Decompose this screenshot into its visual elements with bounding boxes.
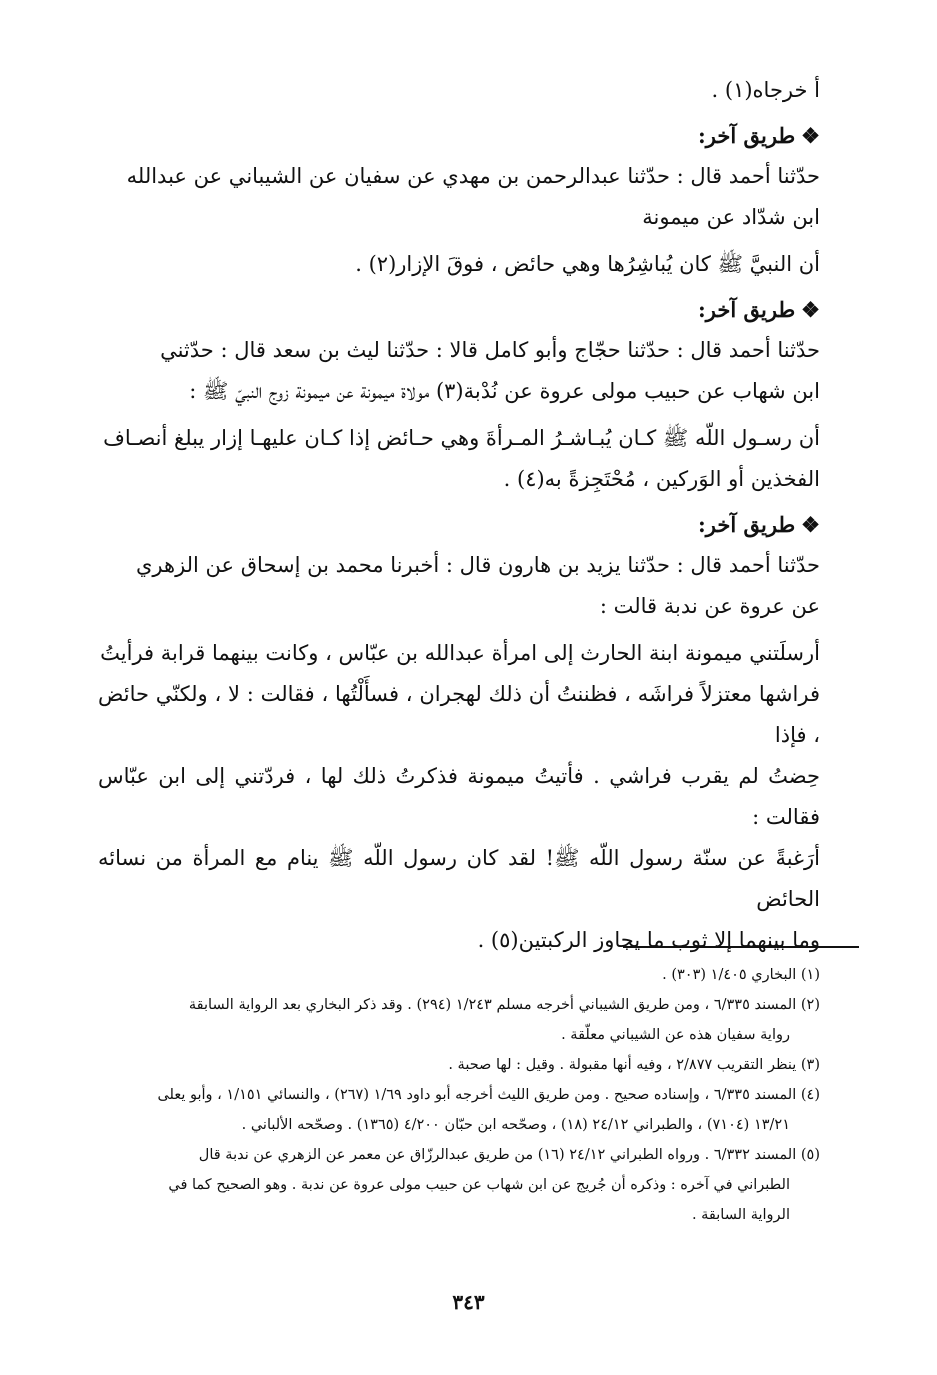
- text-line: حدّثنا أحمد قال : حدّثنا يزيد بن هارون قال : أخبرنا محمد بن إسحاق عن الزهري: [135, 553, 820, 577]
- page-number: ٣٤٣: [452, 1290, 485, 1314]
- footnote: (٥) المسند ٦/٣٣٢ . ورواه الطبراني ٢٤/١٢ (١٦) من طريق عبدالرزّاق عن معمر عن الزهري عن ندبة قال: [198, 1147, 820, 1163]
- footnote-text: ١٣/٢١ (٧١٠٤) ، والطبراني ٢٤/١٢ (١٨) ، وصحّحه ابن حبّان ٤/٢٠٠ (١٣٦٥) . وصحّحه الألباني .: [241, 1117, 790, 1133]
- diamond-bullet-icon: ❖: [801, 297, 820, 322]
- footnote: (٢) المسند ٦/٣٣٥ ، ومن طريق الشيباني أخرجه مسلم ١/٢٤٣ (٢٩٤) . وقد ذكر البخاري بعد الرواية السابقة: [188, 997, 820, 1013]
- text-line: حدّثنا أحمد قال : حدّثنا عبدالرحمن بن مهدي عن سفيان عن الشيباني عن عبدالله: [126, 164, 820, 188]
- section-heading: [98, 504, 820, 545]
- text-line: ابن شدّاد عن ميمونة: [642, 205, 820, 229]
- footnote-continuation: [98, 1110, 820, 1140]
- text-line: أرَغبةً عن سنّة رسول اللّه ﷺ! لقد كان رسول اللّه ﷺ ينام مع المرأة من نسائه الحائض: [98, 846, 820, 911]
- footnotes: [98, 960, 820, 1230]
- heading-text: طريق آخر:: [698, 512, 796, 537]
- text-line: حِضتُ لم يقرب فراشي . فأتيتُ ميمونة فذكرتُ ذلك لها ، فردّتني إلى ابن عبّاس فقالت :: [98, 764, 820, 829]
- text-line: أرسلَتني ميمونة ابنة الحارث إلى امرأة عبدالله بن عبّاس ، وكانت بينهما قرابة فرأيتُ: [100, 641, 820, 665]
- footnote-continuation: [98, 1020, 820, 1050]
- text-line: عن عروة عن ندبة قالت :: [599, 594, 820, 618]
- heading-text: طريق آخر:: [698, 297, 796, 322]
- section-heading: [98, 289, 820, 330]
- footnote: (٣) ينظر التقريب ٢/٨٧٧ ، وفيه أنها مقبولة . وقيل : لها صحبة .: [448, 1057, 820, 1073]
- text-line: فراشها معتزلاً فراشَه ، فظننتُ أن ذلك لهجران ، فسأَلْتُها ، فقالت : لا ، ولكنّي حائض ، فإذا: [98, 682, 820, 747]
- text-line: وما بينهما إلا ثوب ما يجاوز الركبتين(٥) .: [477, 928, 820, 952]
- text-line: حدّثنا أحمد قال : حدّثنا حجّاج وأبو كامل قالا : حدّثنا ليث بن سعد قال : حدّثني: [160, 338, 820, 362]
- text-line: أ خرجاه(١) .: [711, 78, 820, 102]
- footnote-continuation: [98, 1170, 820, 1200]
- heading-text: طريق آخر:: [698, 123, 796, 148]
- main-text: [98, 70, 820, 961]
- diamond-bullet-icon: ❖: [801, 123, 820, 148]
- footnote-continuation: [98, 1200, 820, 1230]
- text-line: الفخذين أو الوَركين ، مُحْتَجِزةً به(٤) .: [503, 467, 820, 491]
- footnote: (٤) المسند ٦/٣٣٥ ، وإسناده صحيح . ومن طريق الليث أخرجه أبو داود ١/٦٩ (٢٦٧) ، والنسائي ١/١٥١ ، وأبو يعلى: [157, 1087, 820, 1103]
- footnote-text: رواية سفيان هذه عن الشيباني معلّقة .: [561, 1027, 790, 1043]
- footnote-text: الطبراني في آخره : وذكره أن جُريج عن ابن شهاب عن حبيب مولى عروة عن ندبة . وهو الصحيح كما في: [168, 1177, 790, 1193]
- footnote-divider: [623, 946, 859, 948]
- text-line: أن رسـول اللّه ﷺ كـان يُبـاشـرُ المـرأةَ وهي حـائض إذا كـان عليهـا إزار يبلغ أنصـاف: [103, 426, 820, 450]
- footnote: (١) البخاري ١/٤٠٥ (٣٠٣) .: [662, 967, 820, 983]
- footnote-text: الرواية السابقة .: [691, 1207, 790, 1223]
- section-heading: [98, 115, 820, 156]
- diamond-bullet-icon: ❖: [801, 512, 820, 537]
- text-line: أن النبيَّ ﷺ كان يُباشِرُها وهي حائض ، فوقَ الإزار(٢) .: [355, 252, 820, 276]
- text-line: ابن شهاب عن حبيب مولى عروة عن نُدْبة(٣) مولاة ميمونة عن ميمونة زوج النبيّ ﷺ :: [189, 379, 820, 403]
